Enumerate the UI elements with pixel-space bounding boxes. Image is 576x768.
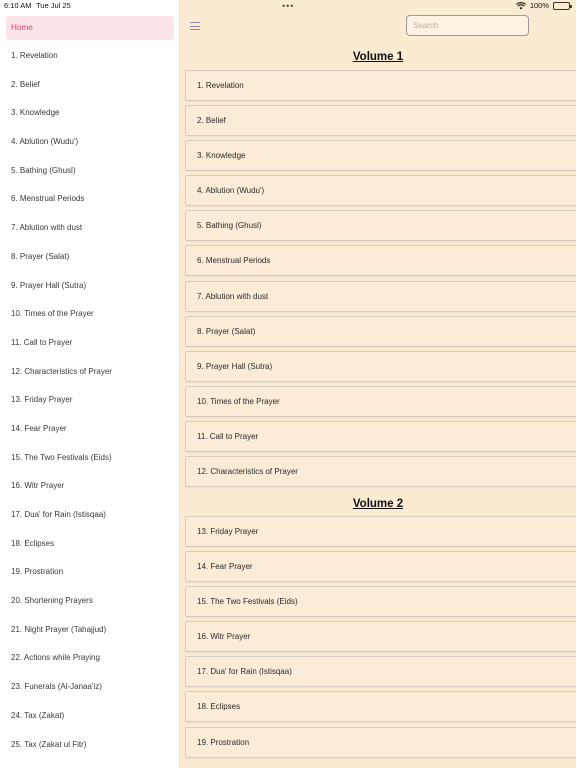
chapter-row[interactable]: 18. Eclipses — [185, 691, 576, 722]
chapter-row[interactable]: 14. Fear Prayer — [185, 551, 576, 582]
sidebar-item[interactable]: 15. The Two Festivals (Eids) — [11, 452, 112, 462]
sidebar-item[interactable]: 8. Prayer (Salat) — [11, 251, 70, 261]
chapter-row[interactable]: 10. Times of the Prayer — [185, 386, 576, 417]
sidebar-item[interactable]: 18. Eclipses — [11, 538, 55, 548]
sidebar-item[interactable]: 10. Times of the Prayer — [11, 309, 94, 319]
chapter-list-volume-1 — [185, 70, 576, 491]
sidebar-item[interactable]: 4. Ablution (Wudu') — [11, 137, 79, 147]
chapter-row[interactable]: 17. Dua' for Rain (Istisqaa) — [185, 656, 576, 687]
chapter-row[interactable]: 8. Prayer (Salat) — [185, 316, 576, 347]
sidebar-item[interactable]: 20. Shortening Prayers — [11, 596, 93, 606]
search-input[interactable] — [406, 15, 529, 36]
multitasking-dots[interactable]: ••• — [282, 1, 295, 11]
status-right — [516, 0, 570, 12]
sidebar-item[interactable]: 19. Prostration — [11, 567, 64, 577]
chapter-row[interactable]: 3. Knowledge — [185, 140, 576, 171]
sidebar-item[interactable]: 1. Revelation — [11, 51, 58, 60]
chapter-row[interactable]: 4. Ablution (Wudu') — [185, 175, 576, 206]
battery-percent: 100% — [529, 1, 549, 10]
sidebar-item[interactable]: 5. Bathing (Ghusl) — [11, 165, 76, 175]
sidebar-item[interactable]: 6. Menstrual Periods — [11, 194, 85, 204]
status-bar — [0, 0, 576, 12]
chapter-row[interactable]: 9. Prayer Hall (Sutra) — [185, 351, 576, 382]
sidebar-item[interactable]: 17. Dua' for Rain (Istisqaa) — [11, 510, 106, 519]
battery-icon — [553, 2, 570, 10]
chapter-row[interactable]: 7. Ablution with dust — [185, 281, 576, 312]
sidebar-item[interactable]: 2. Belief — [11, 79, 40, 89]
sidebar-item[interactable]: 3. Knowledge — [11, 108, 60, 118]
chapter-row[interactable]: 15. The Two Festivals (Eids) — [185, 586, 576, 617]
sidebar-item[interactable]: 24. Tax (Zakat) — [11, 710, 65, 720]
sidebar-item[interactable]: 13. Friday Prayer — [11, 395, 73, 405]
volume-title: Volume 2 — [352, 498, 404, 510]
sidebar-item[interactable]: 25. Tax (Zakat ul Fitr) — [11, 739, 87, 749]
sidebar-item[interactable]: 21. Night Prayer (Tahajjud) — [11, 624, 107, 634]
sidebar-item[interactable]: 14. Fear Prayer — [11, 423, 67, 433]
sidebar-list — [0, 42, 180, 759]
chapter-row[interactable]: 16. Witr Prayer — [185, 621, 576, 652]
sidebar-item[interactable]: 12. Characteristics of Prayer — [11, 366, 112, 376]
chapter-row[interactable]: 13. Friday Prayer — [185, 516, 576, 547]
status-time: 6:10 AM — [4, 1, 32, 10]
chapter-row[interactable]: 11. Call to Prayer — [185, 421, 576, 452]
sidebar-item[interactable]: 7. Ablution with dust — [11, 223, 83, 233]
sidebar-item[interactable]: 16. Witr Prayer — [11, 481, 65, 491]
sidebar-toggle-icon[interactable] — [190, 22, 200, 30]
chapter-list-volume-2 — [185, 516, 576, 762]
volume-title: Volume 1 — [352, 51, 404, 63]
chapter-row[interactable]: 1. Revelation — [185, 70, 576, 101]
chapter-row[interactable]: 6. Menstrual Periods — [185, 245, 576, 276]
chapter-row[interactable]: 12. Characteristics of Prayer — [185, 456, 576, 487]
wifi-icon — [516, 2, 526, 10]
chapter-row[interactable]: 2. Belief — [185, 105, 576, 136]
sidebar-item[interactable]: 22. Actions while Praying — [11, 653, 100, 663]
sidebar — [0, 0, 180, 768]
sidebar-item-home[interactable]: Home — [6, 16, 174, 40]
sidebar-item[interactable]: 23. Funerals (Al-Janaa'iz) — [11, 682, 102, 692]
sidebar-item[interactable]: 9. Prayer Hall (Sutra) — [11, 280, 87, 290]
chapter-row[interactable]: 5. Bathing (Ghusl) — [185, 210, 576, 241]
sidebar-item[interactable]: 11. Call to Prayer — [11, 337, 73, 347]
main-content — [180, 0, 576, 768]
status-date: Tue Jul 25 — [36, 1, 71, 10]
chapter-row[interactable]: 19. Prostration — [185, 727, 576, 758]
